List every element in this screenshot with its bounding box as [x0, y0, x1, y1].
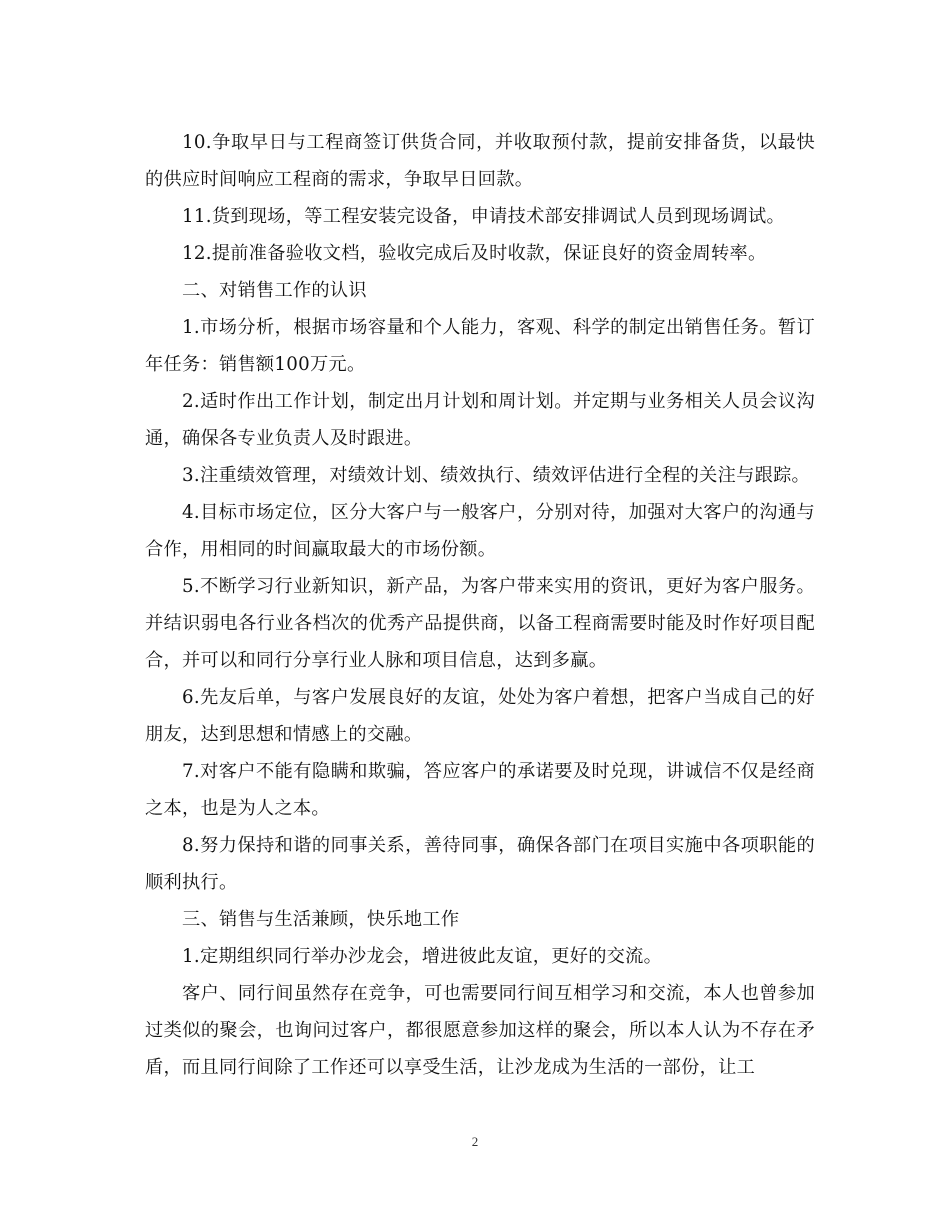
paragraph-friendship: 6.先友后单，与客户发展良好的友谊，处处为客户着想，把客户当成自己的好朋友，达到思想和情感上的交融。 [145, 687, 815, 745]
paragraph-learning: 5.不断学习行业新知识，新产品，为客户带来实用的资讯，更好为客户服务。并结识弱电各行业各档次的优秀产品提供商，以备工程商需要时能及时作好项目配合，并可以和同行分享行业人脉和项目信息，达到多赢。 [145, 576, 815, 671]
paragraph-market-analysis: 1.市场分析，根据市场容量和个人能力，客观、科学的制定出销售任务。暂订年任务：销售额100万元。 [145, 317, 815, 375]
page-number: 2 [471, 1134, 479, 1149]
paragraph-customers-peers: 客户、同行间虽然存在竞争，可也需要同行间互相学习和交流，本人也曾参加过类似的聚会，也询问过客户，都很愿意参加这样的聚会，所以本人认为不存在矛盾，而且同行间除了工作还可以享受生活，让沙龙成为生活的一部份，让工 [145, 983, 815, 1078]
paragraph-target-market: 4.目标市场定位，区分大客户与一般客户，分别对待，加强对大客户的沟通与合作，用相同的时间赢取最大的市场份额。 [145, 502, 815, 560]
section-heading-3: 三、销售与生活兼顾，快乐地工作 [182, 909, 460, 930]
paragraph-honesty: 7.对客户不能有隐瞒和欺骗，答应客户的承诺要及时兑现，讲诚信不仅是经商之本，也是为人之本。 [145, 761, 815, 819]
document-body [145, 124, 815, 1086]
paragraph-item-11: 11.货到现场，等工程安装完设备，申请技术部安排调试人员到现场调试。 [182, 206, 785, 227]
paragraph-item-12: 12.提前准备验收文档，验收完成后及时收款，保证良好的资金周转率。 [182, 243, 767, 264]
paragraph-performance: 3.注重绩效管理，对绩效计划、绩效执行、绩效评估进行全程的关注与跟踪。 [182, 465, 811, 486]
paragraph-item-10: 10.争取早日与工程商签订供货合同，并收取预付款，提前安排备货，以最快的供应时间响应工程商的需求，争取早日回款。 [145, 132, 815, 190]
paragraph-work-plan: 2.适时作出工作计划，制定出月计划和周计划。并定期与业务相关人员会议沟通，确保各专业负责人及时跟进。 [145, 391, 815, 449]
paragraph-colleagues: 8.努力保持和谐的同事关系，善待同事，确保各部门在项目实施中各项职能的顺利执行。 [145, 835, 815, 893]
paragraph-salon: 1.定期组织同行举办沙龙会，增进彼此友谊，更好的交流。 [182, 946, 663, 967]
section-heading-2: 二、对销售工作的认识 [182, 280, 367, 301]
